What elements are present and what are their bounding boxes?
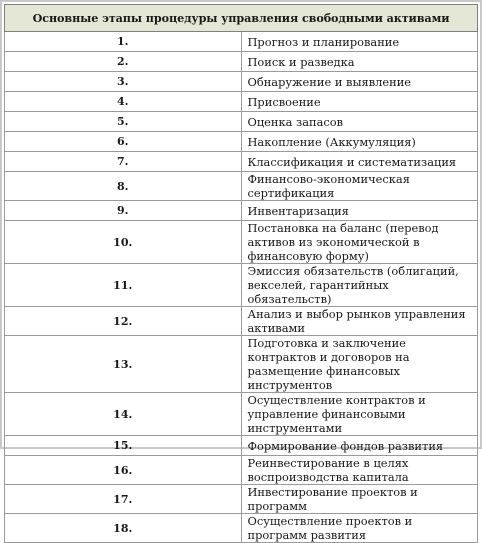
step-number: 2. <box>5 52 242 72</box>
step-description: Обнаружение и выявление <box>241 72 478 92</box>
table-row <box>5 264 478 307</box>
step-number: 4. <box>5 92 242 112</box>
step-description: Осуществление проектов и программ развития <box>241 514 478 543</box>
step-number: 14. <box>5 393 242 436</box>
step-description: Формирование фондов развития <box>241 436 478 456</box>
step-number: 16. <box>5 456 242 485</box>
step-number: 8. <box>5 172 242 201</box>
step-number: 11. <box>5 264 242 307</box>
table-row <box>5 112 478 132</box>
table-row <box>5 32 478 52</box>
table-row <box>5 92 478 112</box>
table-row <box>5 393 478 436</box>
table-title: Основные этапы процедуры управления свободными активами <box>5 5 478 32</box>
step-description: Накопление (Аккумуляция) <box>241 132 478 152</box>
table-row <box>5 52 478 72</box>
table-row <box>5 201 478 221</box>
step-number: 13. <box>5 336 242 393</box>
step-description: Оценка запасов <box>241 112 478 132</box>
table-row <box>5 336 478 393</box>
table-row <box>5 514 478 543</box>
step-description: Прогноз и планирование <box>241 32 478 52</box>
table-row <box>5 221 478 264</box>
step-number: 9. <box>5 201 242 221</box>
step-description: Эмиссия обязательств (облигаций, векселей, гарантийных обязательств) <box>241 264 478 307</box>
step-number: 17. <box>5 485 242 514</box>
table-header-row <box>5 5 478 32</box>
step-number: 10. <box>5 221 242 264</box>
step-description: Реинвестирование в целях воспроизводства капитала <box>241 456 478 485</box>
step-description: Присвоение <box>241 92 478 112</box>
step-number: 12. <box>5 307 242 336</box>
step-description: Инвестирование проектов и программ <box>241 485 478 514</box>
step-description: Классификация и систематизация <box>241 152 478 172</box>
table-row <box>5 485 478 514</box>
step-number: 7. <box>5 152 242 172</box>
step-description: Поиск и разведка <box>241 52 478 72</box>
asset-management-steps-table <box>4 4 478 543</box>
step-description: Постановка на баланс (перевод активов из экономической в финансовую форму) <box>241 221 478 264</box>
table-row <box>5 456 478 485</box>
step-description: Анализ и выбор рынков управления активами <box>241 307 478 336</box>
step-number: 5. <box>5 112 242 132</box>
table-row <box>5 152 478 172</box>
step-description: Осуществление контрактов и управление финансовыми инструментами <box>241 393 478 436</box>
step-number: 6. <box>5 132 242 152</box>
step-description: Финансово-экономическая сертификация <box>241 172 478 201</box>
step-number: 1. <box>5 32 242 52</box>
step-number: 3. <box>5 72 242 92</box>
step-number: 15. <box>5 436 242 456</box>
step-number: 18. <box>5 514 242 543</box>
table-row <box>5 132 478 152</box>
step-description: Инвентаризация <box>241 201 478 221</box>
table-row <box>5 72 478 92</box>
table-row <box>5 436 478 456</box>
table-row <box>5 172 478 201</box>
table-row <box>5 307 478 336</box>
step-description: Подготовка и заключение контрактов и договоров на размещение финансовых инструментов <box>241 336 478 393</box>
